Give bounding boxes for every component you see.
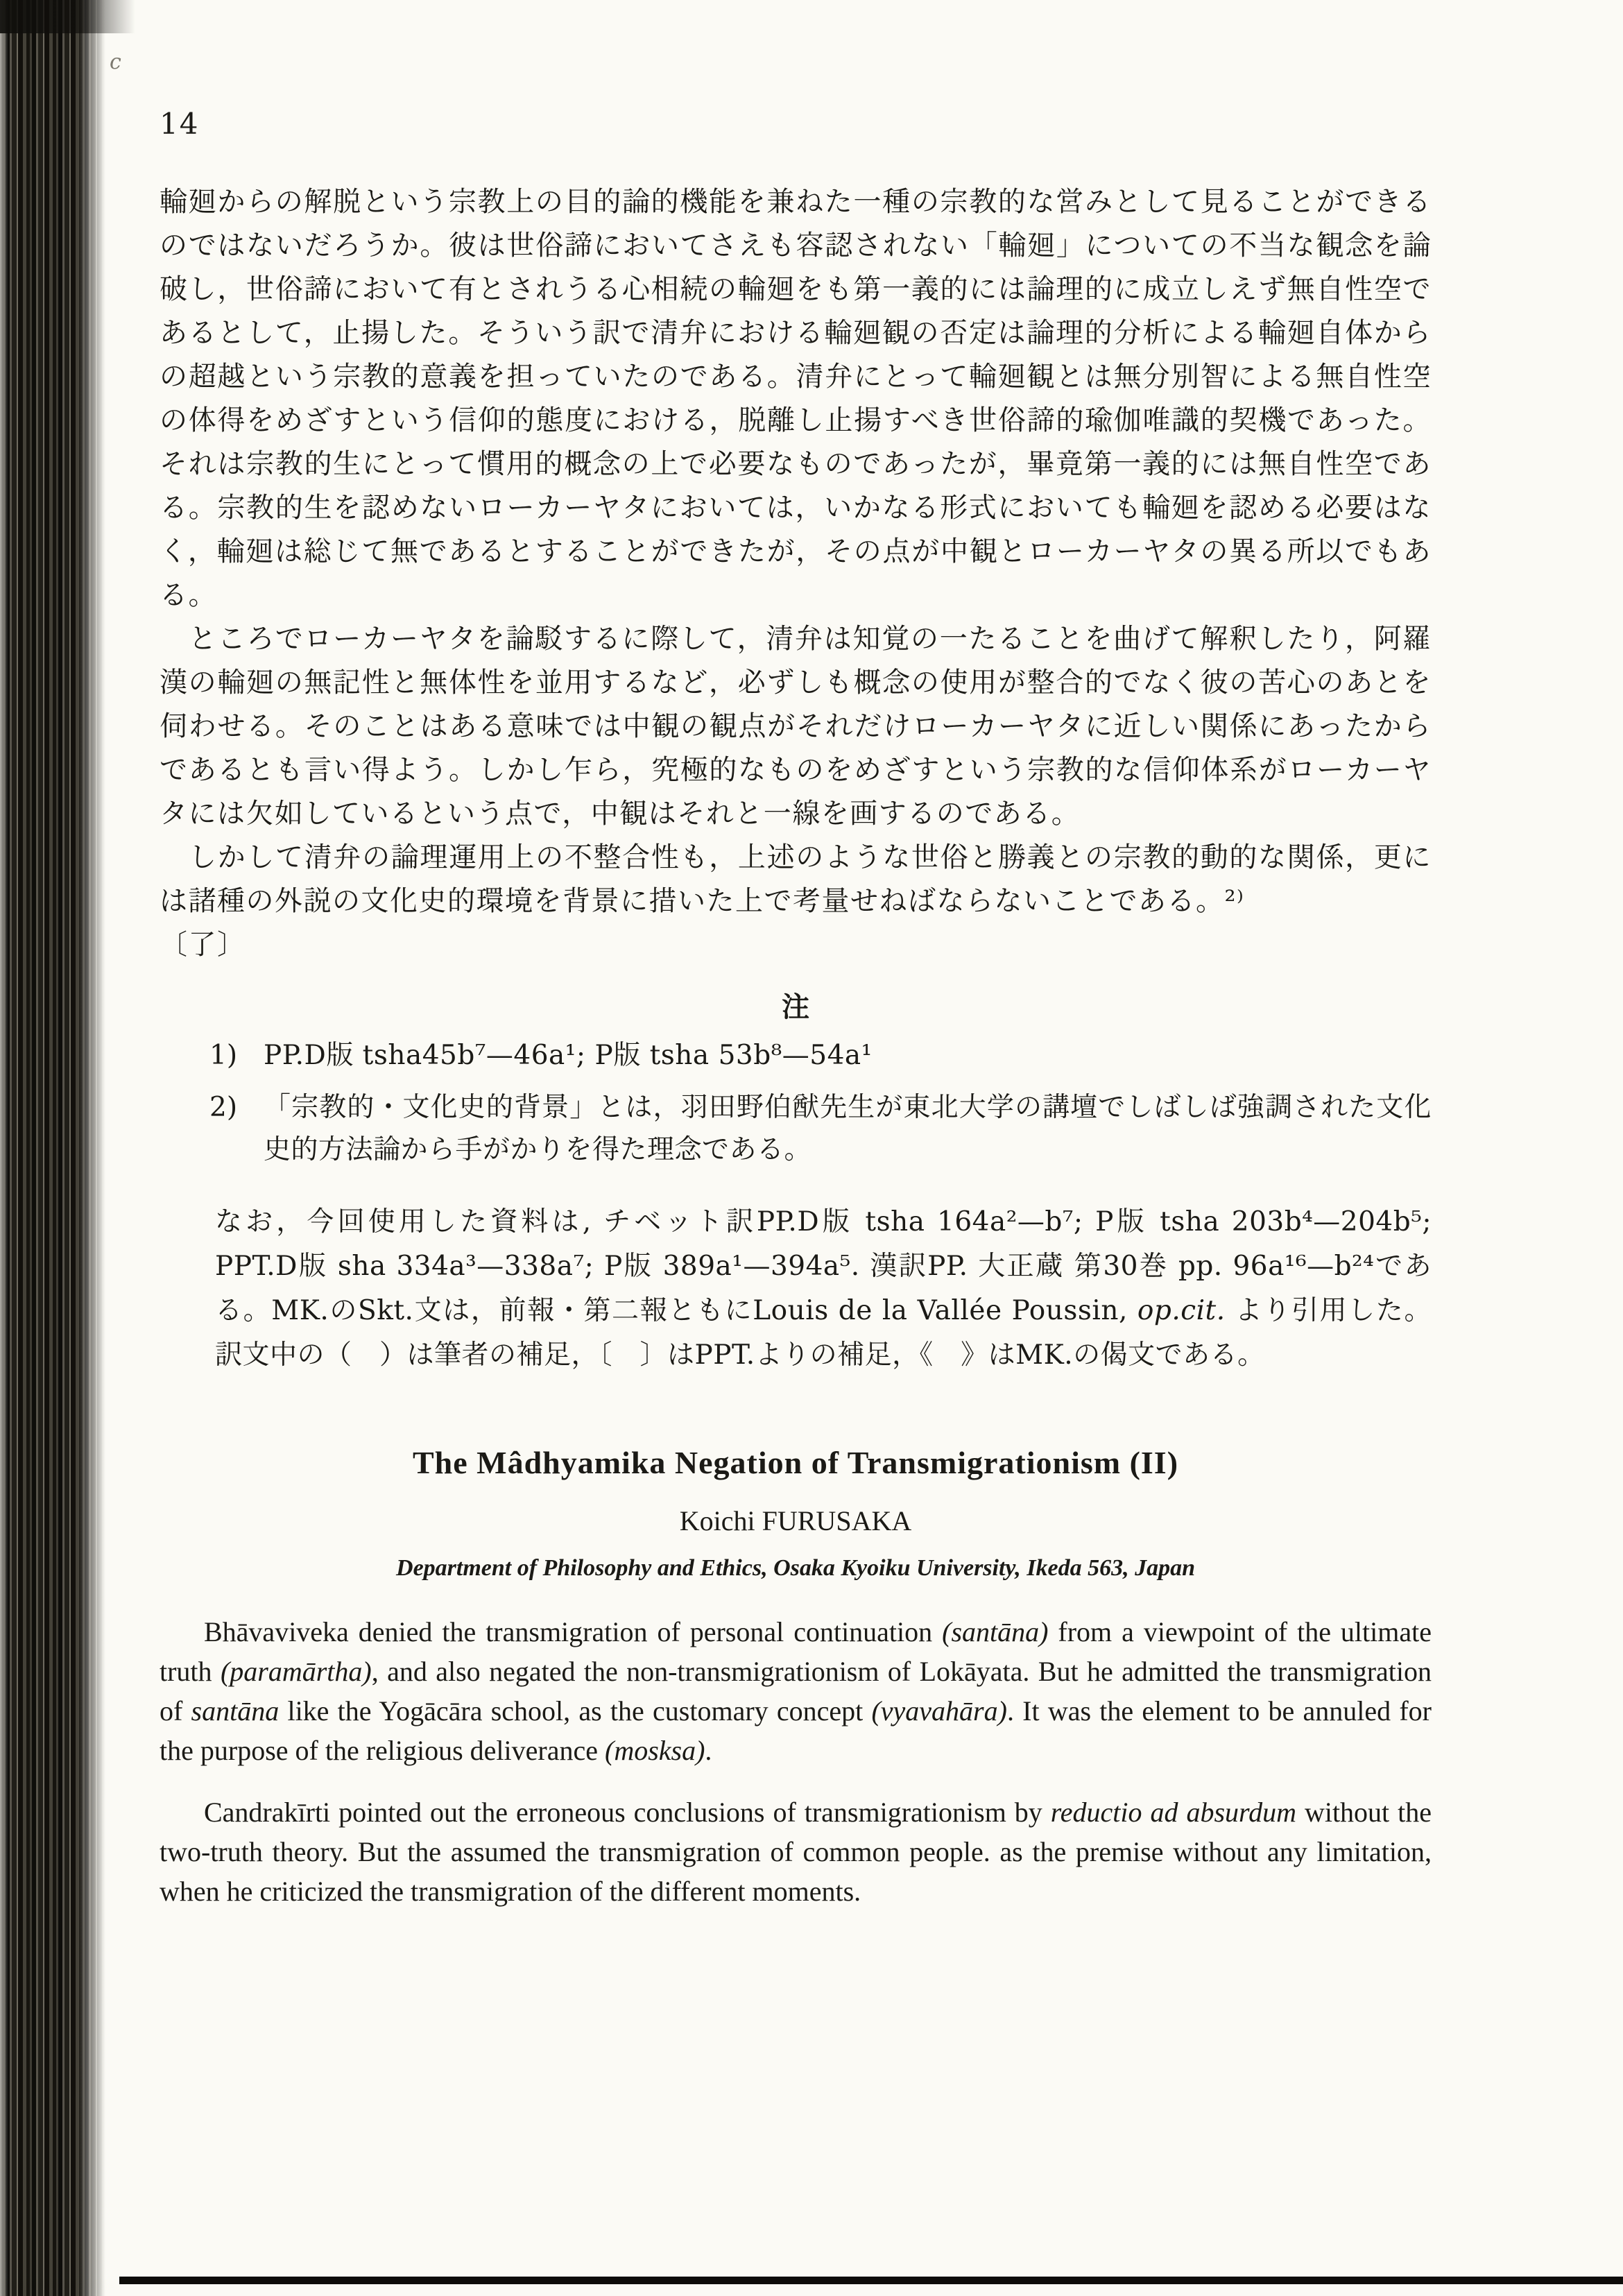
- note-text-2: 「宗教的・文化史的背景」とは，羽田野伯猷先生が東北大学の講壇でしばしば強調された文化史的方法論から手がかりを得た理念である。: [264, 1092, 1432, 1165]
- note-text-1: PP.D版 tsha45b⁷—46a¹; P版 tsha 53b⁸—54a¹: [264, 1040, 873, 1071]
- author-affiliation: Department of Philosophy and Ethics, Osaka Kyoiku University, Ikeda 563, Japan: [396, 1555, 1195, 1581]
- abstract-paragraph-1: Bhāvaviveka denied the transmigration of personal continuation (santāna) from a viewpoint of the ultimate truth (paramārtha), and also negated the non-transmigrationism of Lokāyata. But he admitted the transmigration of santāna like the Yogācāra school, as the customary concept (vyavahāra). It was the element to be annuled for the purpose of the religious deliverance (mosksa).: [160, 1616, 1432, 1766]
- bottom-scan-line: [119, 2277, 1623, 2284]
- abstract-paragraph-2: Candrakīrti pointed out the erroneous conclusions of transmigrationism by reductio ad absurdum without the two-truth theory. But the assumed the transmigration of common people. as the premise without any limitation, when he criticized the transmigration of the different moments.: [160, 1797, 1432, 1907]
- page-content: [160, 108, 1432, 1911]
- end-mark: 〔了〕: [160, 929, 246, 961]
- notes-header: 注: [782, 991, 809, 1023]
- english-title: The Mâdhyamika Negation of Transmigrationism (II): [412, 1445, 1179, 1480]
- author-name: Koichi FURUSAKA: [679, 1505, 912, 1536]
- scan-smudge: [0, 0, 135, 33]
- page-number: 14: [160, 107, 200, 141]
- body-paragraph-2: ところでローカーヤタを論駁するに際して，清弁は知覚の一たることを曲げて解釈したり，阿羅漢の輪廻の無記性と無体性を並用するなど，必ずしも概念の使用が整合的でなく彼の苦心のあとを伺わせる。そのことはある意味では中観の観点がそれだけローカーヤタに近しい関係にあったからであるとも言い得よう。しかし乍ら，究極的なものをめざすという宗教的な信仰体系がローカーヤタには欠如しているという点で，中観はそれと一線を画するのである。: [160, 623, 1432, 830]
- note-number-2: 2): [209, 1092, 238, 1123]
- note-number-1: 1): [209, 1040, 238, 1071]
- notes-supplement: なお，今回使用した資料は, チベット訳PP.D版 tsha 164a²—b⁷; P版 tsha 203b⁴—204b⁵; PPT.D版 sha 334a³—338a⁷; P版 389a¹—394a⁵. 漢訳PP. 大正蔵 第30巻 pp. 96a¹⁶—b²⁴である。MK.のSkt.文は，前報・第二報ともにLouis de la Vallée Poussin, op.cit. より引用した。訳文中の（ ）は筆者の補足，〔 〕はPPT.よりの補足，《 》はMK.の偈文である。: [215, 1206, 1432, 1371]
- note-item-2: [209, 1086, 1432, 1171]
- book-binding-shadow: [0, 0, 105, 2296]
- note-item-1: [209, 1034, 1432, 1077]
- margin-mark: c: [110, 50, 121, 74]
- body-paragraph-3: しかして清弁の論理運用上の不整合性も，上述のような世俗と勝義との宗教的動的な関係，更には諸種の外説の文化史的環境を背景に措いた上で考量せねばならないことである。²⁾: [160, 841, 1432, 917]
- body-paragraph-1: 輪廻からの解脱という宗教上の目的論的機能を兼ねた一種の宗教的な営みとして見ることができるのではないだろうか。彼は世俗諦においてさえも容認されない「輪廻」についての不当な観念を論破し，世俗諦において有とされうる心相続の輪廻をも第一義的には論理的に成立しえず無自性空であるとして，止揚した。そういう訳で清弁における輪廻観の否定は論理的分析による輪廻自体からの超越という宗教的意義を担っていたのである。清弁にとって輪廻観とは無分別智による無自性空の体得をめざすという信仰的態度における，脱離し止揚すべき世俗諦的瑜伽唯識的契機であった。それは宗教的生にとって慣用的概念の上で必要なものであったが，畢竟第一義的には無自性空である。宗教的生を認めないローカーヤタにおいては，いかなる形式においても輪廻を認める必要はなく，輪廻は総じて無であるとすることができたが，その点が中観とローカーヤタの異る所以でもある。: [160, 186, 1432, 611]
